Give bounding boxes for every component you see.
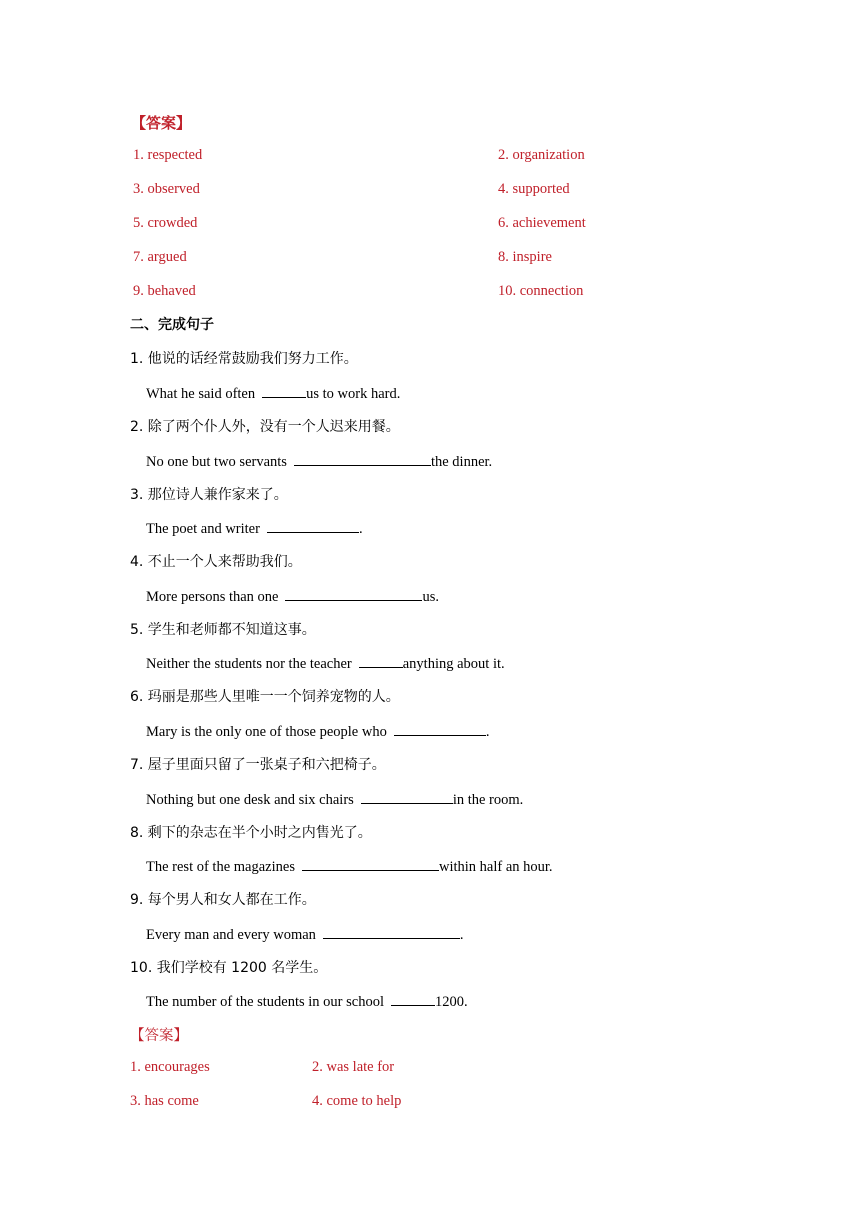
question-en-before: Mary is the only one of those people who (146, 724, 387, 740)
question-en-before: Every man and every woman (146, 927, 316, 943)
sentence-answer-2: 2. was late for (312, 1059, 395, 1075)
question-en (146, 451, 492, 471)
question-en-before: The poet and writer (146, 521, 260, 537)
question-en (146, 383, 400, 403)
word-answer-7: 7. argued (133, 249, 187, 265)
answer-header-1: 【答案】 (131, 114, 192, 132)
question-en (146, 924, 464, 944)
question-cn: 1. 他说的话经常鼓励我们努力工作。 (130, 351, 358, 367)
question-en-before: No one but two servants (146, 454, 287, 470)
question-cn: 4. 不止一个人来帮助我们。 (130, 554, 302, 570)
question-cn: 7. 屋子里面只留了一张桌子和六把椅子。 (130, 757, 386, 773)
sentence-answer-1: 1. encourages (130, 1059, 210, 1075)
question-en-before: Neither the students nor the teacher (146, 656, 352, 672)
question-en-before: What he said often (146, 386, 256, 402)
word-answer-1: 1. respected (133, 147, 203, 163)
question-cn: 5. 学生和老师都不知道这事。 (130, 622, 316, 638)
word-answer-4: 4. supported (498, 181, 570, 197)
question-en (146, 653, 505, 673)
question-cn: 3. 那位诗人兼作家来了。 (130, 487, 288, 503)
question-en-after: . (459, 927, 464, 943)
sentence-answer-4: 4. come to help (312, 1093, 402, 1109)
question-en-after: us. (422, 589, 440, 605)
answer-blank[interactable] (285, 586, 422, 601)
answer-blank[interactable] (359, 653, 403, 668)
answer-blank[interactable] (394, 721, 486, 736)
question-en (146, 856, 553, 876)
section-title: 二、完成句子 (130, 317, 214, 333)
question-en (146, 586, 439, 606)
question-en-after: within half an hour. (438, 859, 553, 875)
answer-blank[interactable] (267, 518, 359, 533)
question-en (146, 789, 523, 809)
question-en-after: us to work hard. (306, 386, 401, 402)
question-en-after: the dinner. (430, 454, 493, 470)
answer-blank[interactable] (391, 991, 435, 1006)
word-answer-9: 9. behaved (133, 283, 196, 299)
question-en (146, 518, 363, 538)
word-answer-5: 5. crowded (133, 215, 198, 231)
question-en-after: in the room. (452, 792, 524, 808)
answer-blank[interactable] (323, 924, 460, 939)
question-en-before: The rest of the magazines (146, 859, 295, 875)
question-en-before: Nothing but one desk and six chairs (146, 792, 354, 808)
question-en (146, 991, 468, 1011)
word-answer-8: 8. inspire (498, 249, 552, 265)
question-en-after: . (358, 521, 363, 537)
word-answer-6: 6. achievement (498, 215, 586, 231)
question-cn: 10. 我们学校有 1200 名学生。 (130, 960, 328, 976)
question-cn: 2. 除了两个仆人外，没有一个人迟来用餐。 (130, 419, 400, 435)
question-cn: 8. 剩下的杂志在半个小时之内售光了。 (130, 825, 372, 841)
answer-blank[interactable] (294, 451, 431, 466)
word-answer-3: 3. observed (133, 181, 200, 197)
answer-blank[interactable] (302, 856, 439, 871)
word-answer-10: 10. connection (498, 283, 584, 299)
question-en-after: 1200. (435, 994, 468, 1010)
question-en-after: . (485, 724, 490, 740)
question-en-before: More persons than one (146, 589, 279, 605)
answer-blank[interactable] (262, 383, 306, 398)
answer-header-2: 【答案】 (130, 1028, 188, 1044)
word-answer-2: 2. organization (498, 147, 585, 163)
question-cn: 6. 玛丽是那些人里唯一一个饲养宠物的人。 (130, 689, 400, 705)
question-en-after: anything about it. (402, 656, 505, 672)
question-en (146, 721, 489, 741)
sentence-answer-3: 3. has come (130, 1093, 199, 1109)
answer-blank[interactable] (361, 789, 453, 804)
question-en-before: The number of the students in our school (146, 994, 384, 1010)
question-cn: 9. 每个男人和女人都在工作。 (130, 892, 316, 908)
